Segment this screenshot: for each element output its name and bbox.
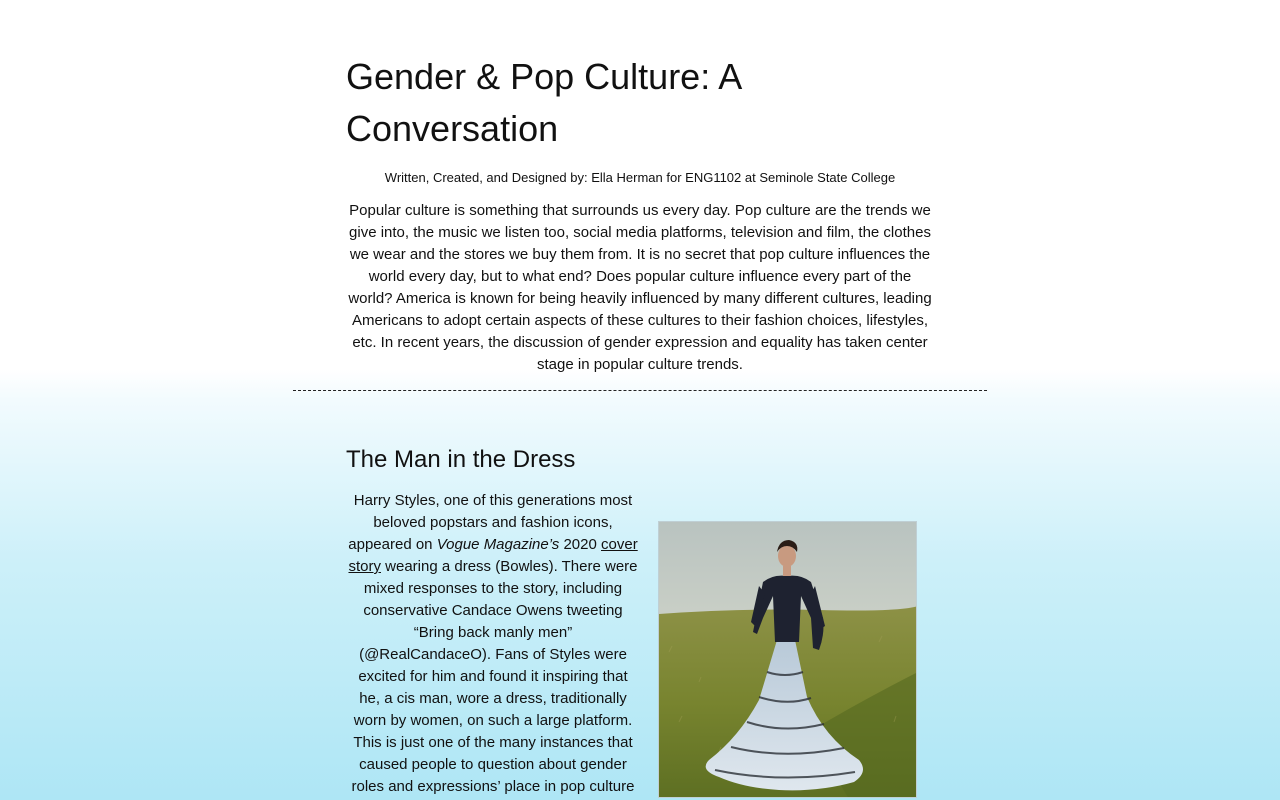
section-body-text-2: 2020 — [559, 536, 602, 553]
section-divider — [293, 390, 987, 391]
section-body — [346, 490, 640, 798]
intro-paragraph: Popular culture is something that surrounds us every day. Pop culture are the trends we give into, the music we listen too, social media platforms, television and film, the clothes we wear and the stores we buy them from. It is no secret that pop culture influences the world every day, but to what end? Does popular culture influence every part of the world? America is known for being heavily influenced by many different cultures, leading Americans to adopt certain aspects of these cultures to their fashion choices, lifestyles, etc. In recent years, the discussion of gender expression and equality has taken center stage in popular culture trends. — [348, 202, 932, 373]
page-title: Gender & Pop Culture: A Conversation — [346, 56, 741, 149]
section-body-text-1: Harry Styles, one of this generations most beloved popstars and fashion icons, appeared on — [348, 492, 633, 553]
section-body-text-3: wearing a dress (Bowles). There were mixed responses to the story, including conservative Candace Owens tweeting “Bring back manly men” (@RealCandaceO). Fans of Styles were excited for him and found it inspiring that he, a cis man, wore a dress, traditionally worn by women, on such a large platform. This is just one of the many instances that caused people to question about gender roles and expressions’ place in pop culture — [351, 558, 638, 795]
article-photo — [658, 521, 917, 798]
section-title: The Man in the Dress — [346, 446, 576, 473]
byline: Written, Created, and Designed by: Ella Herman for ENG1102 at Seminole State College — [384, 170, 896, 185]
cover-story-link[interactable]: cover story — [348, 536, 638, 575]
magazine-name: Vogue Magazine’s — [436, 536, 560, 553]
photo-illustration — [659, 522, 917, 798]
